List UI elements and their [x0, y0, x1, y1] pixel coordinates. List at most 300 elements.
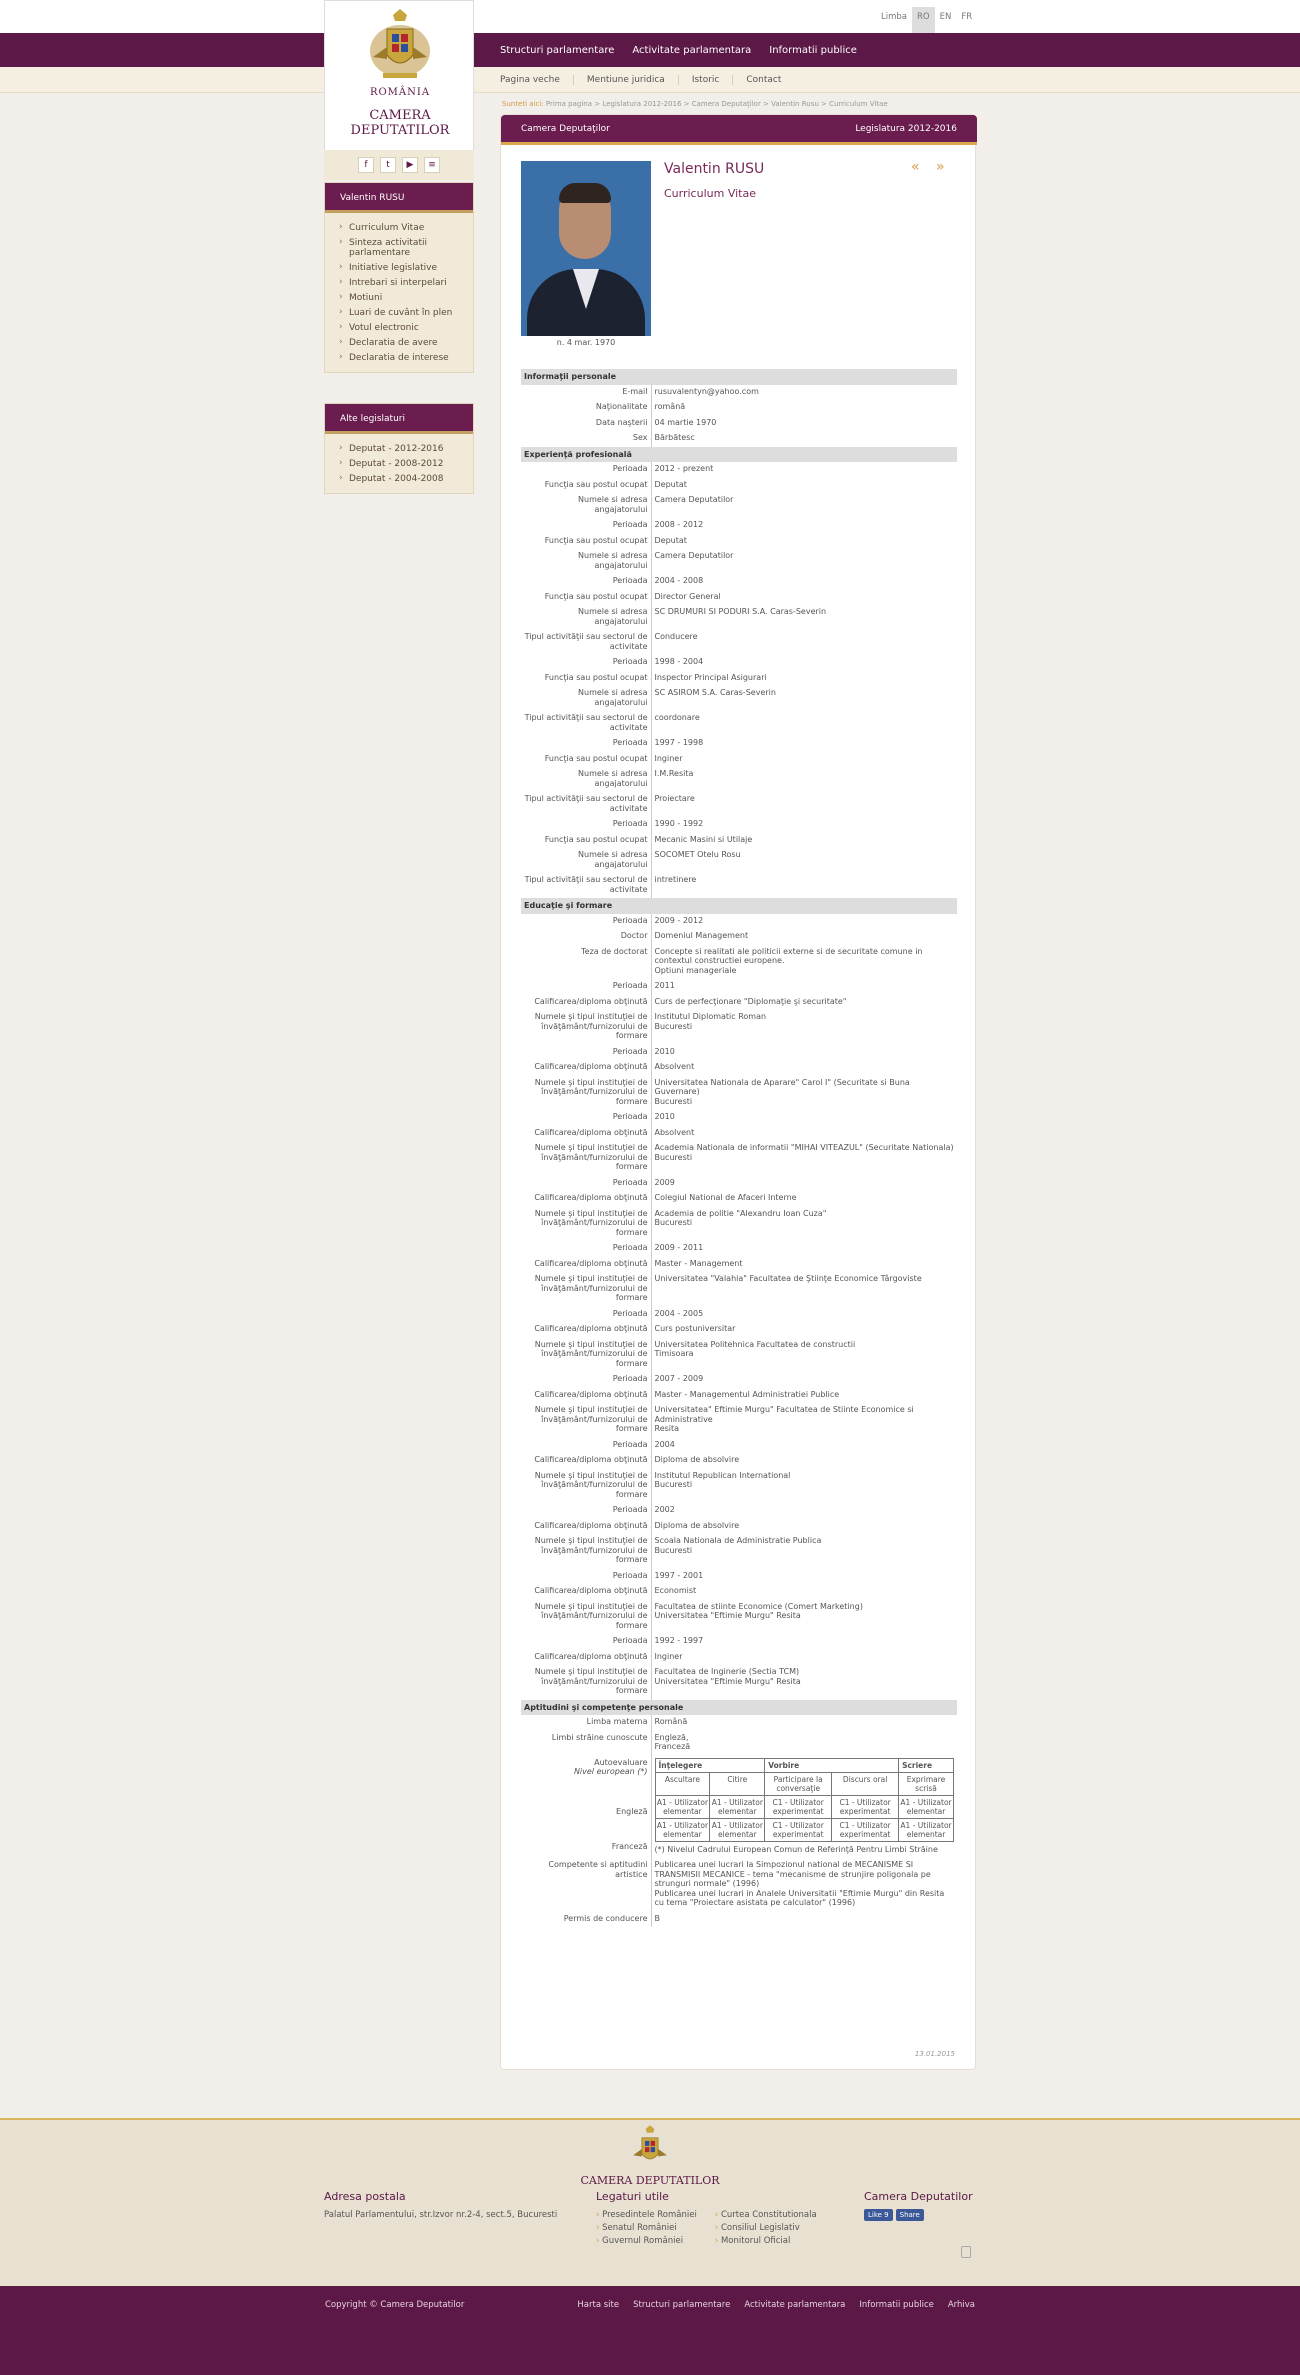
cv-row	[521, 1191, 957, 1207]
breadcrumb-path[interactable]: Prima pagina > Legislatura 2012-2016 > Camera Deputaţilor > Valentin Rusu > Curriculum Vitae	[545, 100, 888, 108]
cv-row	[521, 1372, 957, 1388]
cv-row	[521, 995, 957, 1011]
field-value: rusuvalentyn@yahoo.com	[654, 386, 759, 396]
fb-share-button[interactable]: Share	[896, 2209, 924, 2221]
field-value: 2012 - prezent	[654, 464, 714, 473]
cv-row	[521, 549, 957, 574]
cv-row	[521, 1569, 957, 1585]
field-value: Institutul Republican International Bucuresti	[654, 1470, 791, 1489]
field-value: 2011	[654, 981, 675, 990]
field-label: Perioada	[521, 736, 651, 752]
address-text: Palatul Parlamentului, str.Izvor nr.2-4, sect.5, Bucuresti	[324, 2210, 558, 2220]
lang-col-header: Citire	[710, 1772, 765, 1795]
sub-menu	[0, 67, 1300, 93]
cv-row	[521, 630, 957, 655]
footer-link-guvern[interactable]: › Guvernul României	[596, 2235, 697, 2248]
field-label: Funcţia sau postul ocupat	[521, 833, 651, 849]
field-value: 1997 - 1998	[654, 738, 704, 747]
level-label: Nivel european (*)	[573, 1767, 648, 1776]
deputy-photo	[521, 161, 651, 336]
lang-ro-link[interactable]: RO	[912, 7, 935, 33]
field-value: Diploma de absolvire	[654, 1520, 740, 1530]
field-value: Curs postuniversitar	[654, 1324, 736, 1333]
cv-row	[521, 605, 957, 630]
field-value: 2004 - 2005	[654, 1308, 704, 1318]
field-value: intretinere	[654, 875, 697, 884]
field-value: 2010	[654, 1046, 675, 1056]
field-label: Funcţia sau postul ocupat	[521, 752, 651, 768]
sidebar-item-avere[interactable]: › Declaratia de avere	[325, 336, 473, 351]
cv-row	[521, 1600, 957, 1635]
field-label: Permis de conducere	[521, 1912, 651, 1928]
twitter-icon[interactable]: t	[380, 157, 396, 173]
field-value: Deputat	[654, 535, 687, 545]
lang-level-row	[655, 1818, 954, 1841]
field-label: Numele şi tipul instituţiei de învăţământ/furnizorului de formare	[521, 1600, 651, 1635]
cv-row	[521, 1338, 957, 1373]
field-value: 1992 - 1997	[654, 1636, 704, 1645]
cv-row	[521, 767, 957, 792]
field-label: Sex	[521, 431, 651, 447]
cv-row	[521, 1322, 957, 1338]
field-value: Universitatea Nationala de Aparare" Carol I" (Securitate si Buna Guvernare) Bucuresti	[654, 1077, 910, 1106]
lang-fr-link[interactable]: FR	[961, 12, 973, 22]
menu-informatii[interactable]: Informatii publice	[769, 44, 857, 56]
facebook-title: Camera Deputatilor	[864, 2190, 973, 2203]
cv-row	[521, 655, 957, 671]
lang-level-cell: A1 - Utilizator elementar	[899, 1818, 954, 1841]
field-value: Economist	[654, 1586, 697, 1595]
field-label: Numele şi tipul instituţiei de învăţământ/furnizorului de formare	[521, 1207, 651, 1242]
field-label: Limba materna	[521, 1715, 651, 1731]
cv-row	[521, 400, 957, 416]
field-label: Numele si adresa angajatorului	[521, 549, 651, 574]
cv-row	[521, 1307, 957, 1323]
menu-structuri[interactable]: Structuri parlamentare	[500, 44, 615, 56]
cv-row	[521, 1438, 957, 1454]
sidebar-item-initiative[interactable]: › Initiative legislative	[325, 261, 473, 276]
field-label: Perioada	[521, 1307, 651, 1323]
cv-row	[521, 1715, 957, 1731]
cv-row	[521, 1534, 957, 1569]
cv-row	[521, 1403, 957, 1438]
field-value: I.M.Resita	[654, 769, 694, 778]
field-label: Perioada	[521, 574, 651, 590]
sidebar-item-2004[interactable]: › Deputat - 2004-2008	[325, 472, 473, 487]
language-switcher	[876, 7, 977, 33]
field-label: Perioada	[521, 1045, 651, 1061]
section-header	[521, 1700, 957, 1716]
cv-row	[521, 1650, 957, 1666]
cv-row	[521, 1912, 957, 1928]
lang-level-cell: A1 - Utilizator elementar	[655, 1795, 710, 1818]
cv-row	[521, 1060, 957, 1076]
cv-row	[521, 574, 957, 590]
field-label: Funcţia sau postul ocupat	[521, 671, 651, 687]
fb-like-button[interactable]: Like 9	[864, 2209, 893, 2221]
cv-row	[521, 1110, 957, 1126]
footer-institution: CAMERA DEPUTATILOR	[580, 2174, 720, 2187]
field-value: Inspector Principal Asigurari	[654, 672, 767, 682]
field-label: Perioada	[521, 518, 651, 534]
field-value: Concepte si realitati ale politicii externe si de securitate comune in contextul constructiei europene. Optiuni manageriale	[654, 946, 923, 975]
bottom-link-informatii[interactable]: Informatii publice	[859, 2300, 934, 2310]
cv-row	[521, 711, 957, 736]
footer-link-curtea[interactable]: › Curtea Constitutionala	[715, 2209, 817, 2222]
lang-col-header: Exprimare scrisă	[899, 1772, 954, 1795]
facebook-icon[interactable]: f	[358, 157, 374, 173]
lang-group-header: Înţelegere	[655, 1758, 765, 1772]
cv-row	[521, 817, 957, 833]
bottom-link-activitate[interactable]: Activitate parlamentara	[744, 2300, 846, 2310]
cv-row	[521, 1207, 957, 1242]
field-value: Proiectare	[654, 794, 695, 803]
field-label: Perioada	[521, 462, 651, 478]
field-value: Camera Deputatilor	[654, 495, 734, 504]
cv-row	[521, 590, 957, 606]
field-value: 2007 - 2009	[654, 1374, 704, 1383]
field-value: Publicarea unei lucrari la Simpozionul national de MECANISME SI TRANSMISII MECANICE - tema "mecanisme de strunjire poligonala pe strunguri normale" (1996) Publicarea unei lucrari in Analele Universitatii "Eftimie Murgu" din Resita cu tema "Proiectare asistata pe calculator" (1996)	[654, 1860, 945, 1907]
panel-header	[501, 115, 977, 145]
coat-of-arms-icon	[365, 7, 435, 87]
prev-next-arrows-icon[interactable]: « »	[911, 159, 951, 175]
field-value: B	[654, 1913, 660, 1923]
field-value: Domeniul Management	[654, 931, 749, 940]
cv-row	[521, 833, 957, 849]
field-value: Deputat	[654, 479, 687, 489]
lang-level-row	[655, 1795, 954, 1818]
cv-row	[521, 873, 957, 898]
cv-row	[521, 1584, 957, 1600]
breadcrumb	[502, 100, 888, 108]
lang-level-cell: A1 - Utilizator elementar	[899, 1795, 954, 1818]
bottom-link-arhiva[interactable]: Arhiva	[947, 2300, 975, 2310]
field-label: Competente si aptitudini artistice	[521, 1858, 651, 1912]
field-label: Numele şi tipul instituţiei de învăţământ/furnizorului de formare	[521, 1141, 651, 1176]
footer-link-consiliul[interactable]: › Consiliul Legislativ	[715, 2222, 817, 2235]
field-value: Română	[654, 1717, 688, 1726]
section-title: Experienţă profesională	[521, 447, 957, 463]
field-value: 2009	[654, 1177, 675, 1187]
submenu-pagina-veche[interactable]: Pagina veche	[500, 75, 560, 85]
cv-row	[521, 671, 957, 687]
lang-level-cell: C1 - Utilizator experimentat	[832, 1818, 899, 1841]
menu-activitate[interactable]: Activitate parlamentara	[632, 44, 752, 56]
field-value: Universitatea "Valahia" Facultatea de Ştiinţe Economice Târgoviste	[654, 1274, 922, 1283]
field-value: Colegiul National de Afaceri Interne	[654, 1193, 797, 1202]
footer	[0, 2118, 1300, 2286]
field-value: 2009 - 2012	[654, 915, 704, 925]
section-title: Informaţii personale	[521, 369, 957, 385]
field-label: Funcţia sau postul ocupat	[521, 590, 651, 606]
cv-row	[521, 1453, 957, 1469]
field-value: Scoala Nationala de Administratie Publica Bucuresti	[654, 1536, 822, 1555]
lang-level-cell: C1 - Utilizator experimentat	[765, 1795, 832, 1818]
field-label: Perioada	[521, 1569, 651, 1585]
cv-row	[521, 1045, 957, 1061]
field-value: Diploma de absolvire	[654, 1455, 740, 1464]
field-value: 2004	[654, 1439, 675, 1449]
cv-row	[521, 416, 957, 432]
field-value: 2002	[654, 1505, 675, 1514]
lang-col-header: Participare la conversaţie	[765, 1772, 832, 1795]
lang-group-row	[655, 1758, 954, 1772]
lang-french-label: Franceză	[611, 1842, 648, 1851]
field-label: Tipul activităţii sau sectorul de activitate	[521, 630, 651, 655]
youtube-icon[interactable]: ▶	[402, 157, 418, 173]
panel-header-right: Legislatura 2012-2016	[855, 124, 957, 134]
field-label: Calificarea/diploma obţinută	[521, 1191, 651, 1207]
footer-facebook	[864, 2190, 973, 2221]
field-label: Calificarea/diploma obţinută	[521, 995, 651, 1011]
field-value: 2004 - 2008	[654, 576, 704, 585]
field-value: SC ASIROM S.A. Caras-Severin	[654, 688, 776, 697]
cv-row	[521, 1241, 957, 1257]
self-eval-label: Autoevaluare	[594, 1757, 648, 1767]
field-value: SC DRUMURI SI PODURI S.A. Caras-Severin	[654, 607, 827, 616]
cv-row	[521, 1519, 957, 1535]
field-label: Perioada	[521, 1438, 651, 1454]
field-label: E-mail	[521, 385, 651, 401]
field-label: Numele şi tipul instituţiei de învăţământ/furnizorului de formare	[521, 1010, 651, 1045]
field-value: Mecanic Masini si Utilaje	[654, 834, 753, 844]
cv-row	[521, 1858, 957, 1912]
field-label: Calificarea/diploma obţinută	[521, 1322, 651, 1338]
field-label: Numele si adresa angajatorului	[521, 848, 651, 873]
cv-row	[521, 1469, 957, 1504]
field-label: Calificarea/diploma obţinută	[521, 1519, 651, 1535]
field-value: 2008 - 2012	[654, 520, 704, 529]
field-label: Data naşterii	[521, 416, 651, 432]
deputy-name: Valentin RUSU	[664, 161, 765, 177]
cv-row	[521, 493, 957, 518]
field-label: Perioada	[521, 979, 651, 995]
cv-row	[521, 848, 957, 873]
sidebar-item-interese[interactable]: › Declaratia de interese	[325, 351, 473, 366]
field-label: Numele şi tipul instituţiei de învăţământ/furnizorului de formare	[521, 1469, 651, 1504]
sidebar-item-2008[interactable]: › Deputat - 2008-2012	[325, 457, 473, 472]
field-value: Academia de politie "Alexandru Ioan Cuza" Bucuresti	[654, 1208, 827, 1227]
lang-col-row	[655, 1772, 954, 1795]
social-links	[324, 150, 474, 180]
cv-table	[521, 369, 957, 1927]
lang-col-header: Discurs oral	[832, 1772, 899, 1795]
cv-row	[521, 1388, 957, 1404]
lang-english-label: Engleză	[616, 1806, 648, 1816]
footer-link-monitorul[interactable]: › Monitorul Oficial	[715, 2235, 817, 2248]
section-header	[521, 447, 957, 463]
divider	[573, 75, 574, 85]
sidebar-item-vot[interactable]: › Votul electronic	[325, 321, 473, 336]
panel-header-left: Camera Deputaţilor	[521, 124, 610, 134]
field-label: Perioada	[521, 1372, 651, 1388]
sidebar-item-intrebari[interactable]: › Intrebari si interpelari	[325, 276, 473, 291]
field-label: Numele şi tipul instituţiei de învăţământ/furnizorului de formare	[521, 1403, 651, 1438]
footer-links	[596, 2190, 817, 2248]
divider	[678, 75, 679, 85]
field-label: Numele si adresa angajatorului	[521, 605, 651, 630]
cv-row	[521, 1731, 957, 1756]
field-value: 2010	[654, 1112, 675, 1121]
sidebar-item-cv[interactable]: › Curriculum Vitae	[325, 221, 473, 236]
field-value: 2009 - 2011	[654, 1243, 704, 1252]
field-label: Numele şi tipul instituţiei de învăţământ/furnizorului de formare	[521, 1338, 651, 1373]
deputy-menu-title: Valentin RUSU	[325, 183, 473, 213]
address-title: Adresa postala	[324, 2190, 406, 2203]
field-label: Perioada	[521, 1176, 651, 1192]
field-value: Inginer	[654, 753, 683, 763]
cv-row	[521, 462, 957, 478]
cefr-note: (*) Nivelul Cadrului European Comun de Referinţă Pentru Limbi Străine	[654, 1844, 938, 1854]
field-label: Numele si adresa angajatorului	[521, 686, 651, 711]
logo-country: ROMÂNIA	[369, 87, 431, 98]
language-table-cell	[651, 1756, 957, 1859]
field-value: română	[654, 402, 686, 411]
field-label: Calificarea/diploma obţinută	[521, 1388, 651, 1404]
links-title: Legaturi utile	[596, 2190, 669, 2203]
bottom-link-structuri[interactable]: Structuri parlamentare	[633, 2300, 731, 2310]
field-value: Absolvent	[654, 1127, 695, 1137]
copyright: Copyright © Camera Deputatilor	[325, 2300, 465, 2310]
lang-level-cell: C1 - Utilizator experimentat	[765, 1818, 832, 1841]
section-header	[521, 898, 957, 914]
breadcrumb-label: Sunteti aici:	[502, 100, 544, 108]
field-value: Institutul Diplomatic Roman Bucuresti	[654, 1012, 767, 1031]
lang-group-header: Vorbire	[765, 1758, 899, 1772]
field-value: Camera Deputatilor	[654, 551, 734, 560]
field-value: Absolvent	[654, 1062, 695, 1071]
coat-of-arms-icon	[627, 2124, 673, 2174]
field-value: Academia Nationala de informatii "MIHAI VITEAZUL" (Securitate Nationala) Bucuresti	[654, 1143, 954, 1162]
cv-row	[521, 518, 957, 534]
field-label: Numele şi tipul instituţiei de învăţământ/furnizorului de formare	[521, 1076, 651, 1111]
field-value: Facultatea de stiinte Economice (Comert Marketing) Universitatea "Eftimie Murgu" Resita	[654, 1601, 863, 1620]
field-value: Director General	[654, 591, 721, 601]
field-label: Limbi străine cunoscute	[521, 1731, 651, 1756]
cv-row	[521, 1634, 957, 1650]
field-value: SOCOMET Otelu Rosu	[654, 850, 741, 859]
field-label: Numele si adresa angajatorului	[521, 767, 651, 792]
field-value: 1998 - 2004	[654, 657, 704, 666]
footer-link-presedinte[interactable]: › Presedintele României	[596, 2209, 697, 2222]
lang-group-header: Scriere	[899, 1758, 954, 1772]
field-label: Perioada	[521, 1503, 651, 1519]
sidebar-item-2012[interactable]: › Deputat - 2012-2016	[325, 442, 473, 457]
cv-panel	[500, 114, 976, 2070]
cv-row	[521, 979, 957, 995]
divider	[732, 75, 733, 85]
top-bar	[0, 0, 1300, 33]
field-label: Tipul activităţii sau sectorul de activitate	[521, 873, 651, 898]
field-label: Calificarea/diploma obţinută	[521, 1126, 651, 1142]
submenu-istoric[interactable]: Istoric	[691, 75, 720, 85]
footer-address	[324, 2190, 557, 2222]
field-value: coordonare	[654, 713, 700, 722]
cv-row	[521, 1141, 957, 1176]
cv-row	[521, 929, 957, 945]
field-label: Numele şi tipul instituţiei de învăţământ/furnizorului de formare	[521, 1534, 651, 1569]
cv-row	[521, 1257, 957, 1273]
cv-row	[521, 752, 957, 768]
field-value: Bărbătesc	[654, 433, 695, 442]
lang-level-cell: A1 - Utilizator elementar	[710, 1795, 765, 1818]
cv-row	[521, 1176, 957, 1192]
cv-row	[521, 385, 957, 401]
sidebar-item-motiuni[interactable]: › Motiuni	[325, 291, 473, 306]
sidebar-item-luari[interactable]: › Luari de cuvânt în plen	[325, 306, 473, 321]
lang-level-cell: A1 - Utilizator elementar	[710, 1818, 765, 1841]
field-label: Perioada	[521, 1634, 651, 1650]
main-menu	[0, 33, 1300, 67]
bottom-link-harta[interactable]: Harta site	[577, 2300, 620, 2310]
sidebar-item-sinteza[interactable]: › Sinteza activitatii parlamentare	[325, 236, 473, 261]
cv-row	[521, 1126, 957, 1142]
deputy-menu	[324, 182, 474, 373]
legislatures-title: Alte legislaturi	[325, 404, 473, 434]
cv-subtitle: Curriculum Vitae	[664, 187, 756, 200]
field-value: 1990 - 1992	[654, 819, 704, 828]
field-label: Calificarea/diploma obţinută	[521, 1584, 651, 1600]
field-label: Numele şi tipul instituţiei de învăţământ/furnizorului de formare	[521, 1272, 651, 1307]
field-label: Naţionalitate	[521, 400, 651, 416]
field-label: Calificarea/diploma obţinută	[521, 1060, 651, 1076]
language-levels-row	[521, 1756, 957, 1859]
update-date: 13.01.2015	[914, 2050, 955, 2058]
cv-row	[521, 478, 957, 494]
field-value: Master - Managementul Administratiei Publice	[654, 1389, 840, 1399]
language-label: Limba	[881, 12, 907, 22]
field-label: Perioada	[521, 914, 651, 930]
rss-icon[interactable]: ≡	[424, 157, 440, 173]
field-label: Teza de doctorat	[521, 945, 651, 980]
cv-row	[521, 1272, 957, 1307]
field-label: Doctor	[521, 929, 651, 945]
field-value: Conducere	[654, 632, 698, 641]
field-label: Tipul activităţii sau sectorul de activitate	[521, 792, 651, 817]
cv-row	[521, 1665, 957, 1700]
field-label: Numele şi tipul instituţiei de învăţământ/furnizorului de formare	[521, 1665, 651, 1700]
lang-en-link[interactable]: EN	[939, 12, 952, 22]
cv-row	[521, 914, 957, 930]
field-label: Funcţia sau postul ocupat	[521, 534, 651, 550]
legislatures-menu	[324, 403, 474, 494]
field-value: Facultatea de Inginerie (Sectia TCM) Universitatea "Eftimie Murgu" Resita	[654, 1667, 801, 1686]
field-label: Calificarea/diploma obţinută	[521, 1257, 651, 1273]
field-label: Tipul activităţii sau sectorul de activitate	[521, 711, 651, 736]
submenu-contact[interactable]: Contact	[746, 75, 782, 85]
submenu-mentiune[interactable]: Mentiune juridica	[586, 75, 665, 85]
field-label: Numele si adresa angajatorului	[521, 493, 651, 518]
field-value: Curs de perfecţionare "Diplomaţie şi securitate"	[654, 996, 847, 1006]
field-label: Perioada	[521, 1241, 651, 1257]
cv-row	[521, 431, 957, 447]
cv-row	[521, 945, 957, 980]
lang-level-cell: C1 - Utilizator experimentat	[832, 1795, 899, 1818]
field-value: 04 martie 1970	[654, 417, 717, 427]
cv-row	[521, 1076, 957, 1111]
field-label: Funcţia sau postul ocupat	[521, 478, 651, 494]
section-title: Aptitudini şi competenţe personale	[521, 1700, 957, 1716]
field-label: Perioada	[521, 1110, 651, 1126]
field-label: Calificarea/diploma obţinută	[521, 1453, 651, 1469]
birth-date: n. 4 mar. 1970	[556, 338, 616, 347]
cv-row	[521, 792, 957, 817]
footer-link-senat[interactable]: › Senatul României	[596, 2222, 697, 2235]
field-value: Master - Management	[654, 1258, 743, 1268]
lang-level-cell: A1 - Utilizator elementar	[655, 1818, 710, 1841]
field-label	[521, 1756, 651, 1859]
field-label: Calificarea/diploma obţinută	[521, 1650, 651, 1666]
